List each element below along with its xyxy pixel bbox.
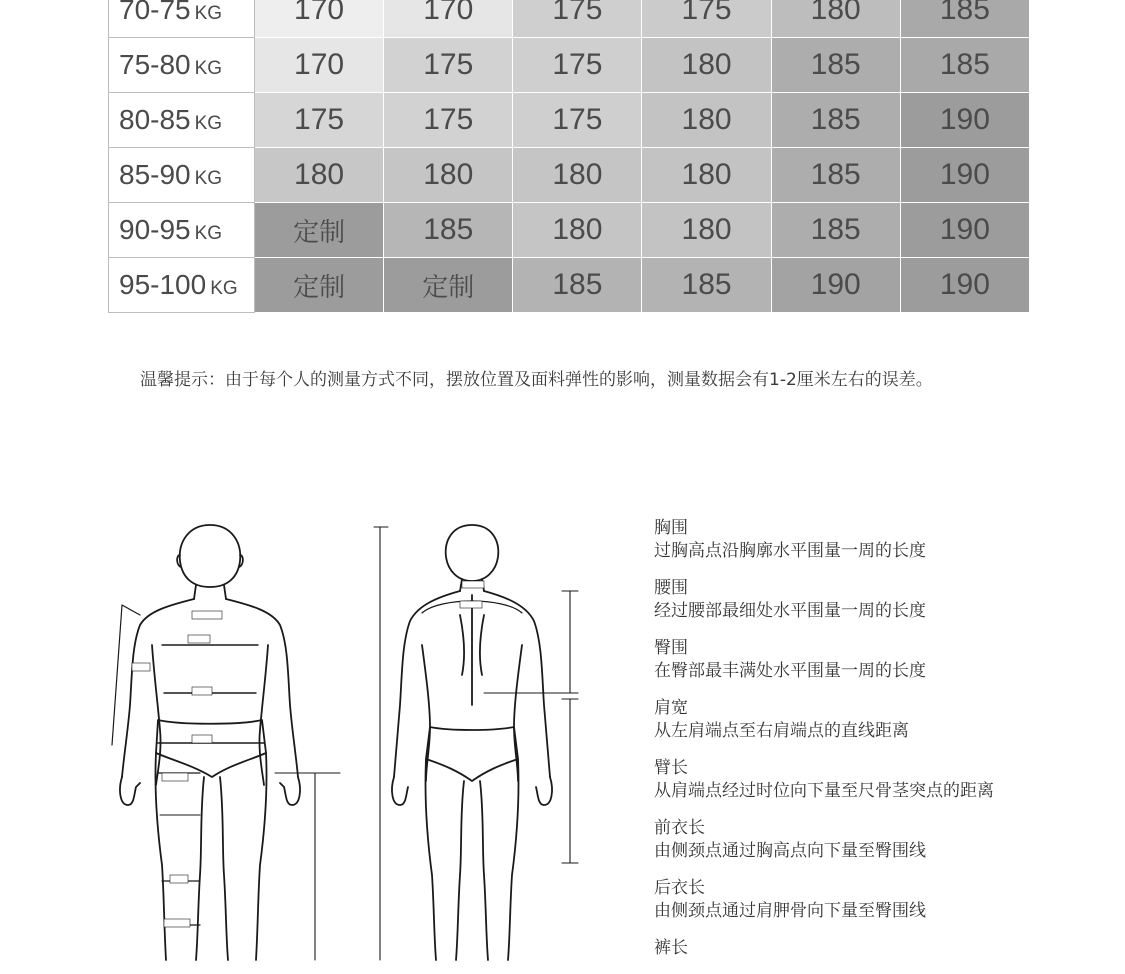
size-cell: 185 xyxy=(513,258,642,313)
weight-unit: KG xyxy=(194,113,223,134)
weight-range-cell xyxy=(109,148,255,203)
size-cell: 180 xyxy=(642,148,771,203)
size-row xyxy=(109,148,1030,203)
measurement-term: 腰围 xyxy=(654,578,688,598)
weight-unit: KG xyxy=(194,3,223,24)
measurement-item xyxy=(654,877,994,923)
size-row xyxy=(109,38,1030,93)
weight-unit: KG xyxy=(194,168,223,189)
weight-range: 75-80 xyxy=(119,49,191,80)
size-cell: 185 xyxy=(771,38,900,93)
size-cell: 180 xyxy=(642,93,771,148)
weight-range-cell xyxy=(109,258,255,313)
size-cell: 定制 xyxy=(255,258,384,313)
weight-range: 85-90 xyxy=(119,159,191,190)
weight-unit: KG xyxy=(194,223,223,244)
size-cell: 175 xyxy=(255,93,384,148)
measurement-description: 由侧颈点通过胸高点向下量至臀围线 xyxy=(654,841,926,861)
size-cell: 180 xyxy=(642,203,771,258)
measurement-description: 从左肩端点至右肩端点的直线距离 xyxy=(654,721,909,741)
measurement-term: 前衣长 xyxy=(654,818,705,838)
weight-range-cell xyxy=(109,38,255,93)
weight-unit: KG xyxy=(194,58,223,79)
measurement-item xyxy=(654,937,994,960)
measurement-item xyxy=(654,697,994,743)
measurement-item xyxy=(654,517,994,563)
size-cell: 175 xyxy=(513,38,642,93)
size-cell: 175 xyxy=(384,93,513,148)
measurement-description: 从肩端点经过时位向下量至尺骨茎突点的距离 xyxy=(654,781,994,801)
size-cell: 175 xyxy=(513,93,642,148)
size-cell: 185 xyxy=(642,258,771,313)
measurement-term: 裤长 xyxy=(654,938,688,958)
size-row xyxy=(109,203,1030,258)
measurement-term: 臀围 xyxy=(654,638,688,658)
size-cell: 190 xyxy=(900,203,1029,258)
size-cell: 定制 xyxy=(255,203,384,258)
body-measurement-illustration xyxy=(100,515,600,965)
size-cell: 185 xyxy=(900,0,1029,38)
size-row xyxy=(109,0,1030,38)
size-cell: 180 xyxy=(513,148,642,203)
front-body-figure xyxy=(112,525,340,960)
measurement-description: 在臀部最丰满处水平围量一周的长度 xyxy=(654,661,926,681)
size-chart-table xyxy=(108,0,1030,313)
weight-range: 70-75 xyxy=(119,0,191,25)
measurement-tip: 温馨提示：由于每个人的测量方式不同，摆放位置及面料弹性的影响，测量数据会有1-2厘米左右的误差。 xyxy=(140,370,933,390)
size-cell: 170 xyxy=(384,0,513,38)
size-row xyxy=(109,93,1030,148)
size-chart-body xyxy=(109,0,1030,313)
size-cell: 180 xyxy=(384,148,513,203)
size-cell: 190 xyxy=(900,148,1029,203)
size-cell: 180 xyxy=(642,38,771,93)
weight-range: 95-100 xyxy=(119,269,207,300)
measurement-description: 由侧颈点通过肩胛骨向下量至臀围线 xyxy=(654,901,926,921)
weight-range: 90-95 xyxy=(119,214,191,245)
size-cell: 175 xyxy=(642,0,771,38)
size-cell: 175 xyxy=(513,0,642,38)
measurement-term: 臂长 xyxy=(654,758,688,778)
weight-range-cell xyxy=(109,203,255,258)
measurement-definitions xyxy=(654,517,994,974)
size-cell: 180 xyxy=(771,0,900,38)
size-cell: 190 xyxy=(900,93,1029,148)
size-cell: 185 xyxy=(771,203,900,258)
measurement-item xyxy=(654,577,994,623)
size-row xyxy=(109,258,1030,313)
size-cell: 170 xyxy=(255,38,384,93)
size-cell: 185 xyxy=(771,93,900,148)
size-cell: 180 xyxy=(513,203,642,258)
size-cell: 180 xyxy=(255,148,384,203)
measurement-term: 肩宽 xyxy=(654,698,688,718)
weight-range: 80-85 xyxy=(119,104,191,135)
measurement-description: 经过腰部最细处水平围量一周的长度 xyxy=(654,601,926,621)
size-cell: 190 xyxy=(771,258,900,313)
measurement-item xyxy=(654,817,994,863)
weight-range-cell xyxy=(109,0,255,38)
size-cell: 185 xyxy=(384,203,513,258)
size-cell: 185 xyxy=(900,38,1029,93)
size-cell: 185 xyxy=(771,148,900,203)
measurement-term: 胸围 xyxy=(654,518,688,538)
measurement-description: 过胸高点沿胸廓水平围量一周的长度 xyxy=(654,541,926,561)
measurement-item xyxy=(654,757,994,803)
measurement-item xyxy=(654,637,994,683)
size-cell: 170 xyxy=(255,0,384,38)
back-body-figure xyxy=(374,525,600,960)
weight-range-cell xyxy=(109,93,255,148)
measurement-term: 后衣长 xyxy=(654,878,705,898)
size-cell: 175 xyxy=(384,38,513,93)
weight-unit: KG xyxy=(210,278,238,299)
size-cell: 定制 xyxy=(384,258,513,313)
size-cell: 190 xyxy=(900,258,1029,313)
